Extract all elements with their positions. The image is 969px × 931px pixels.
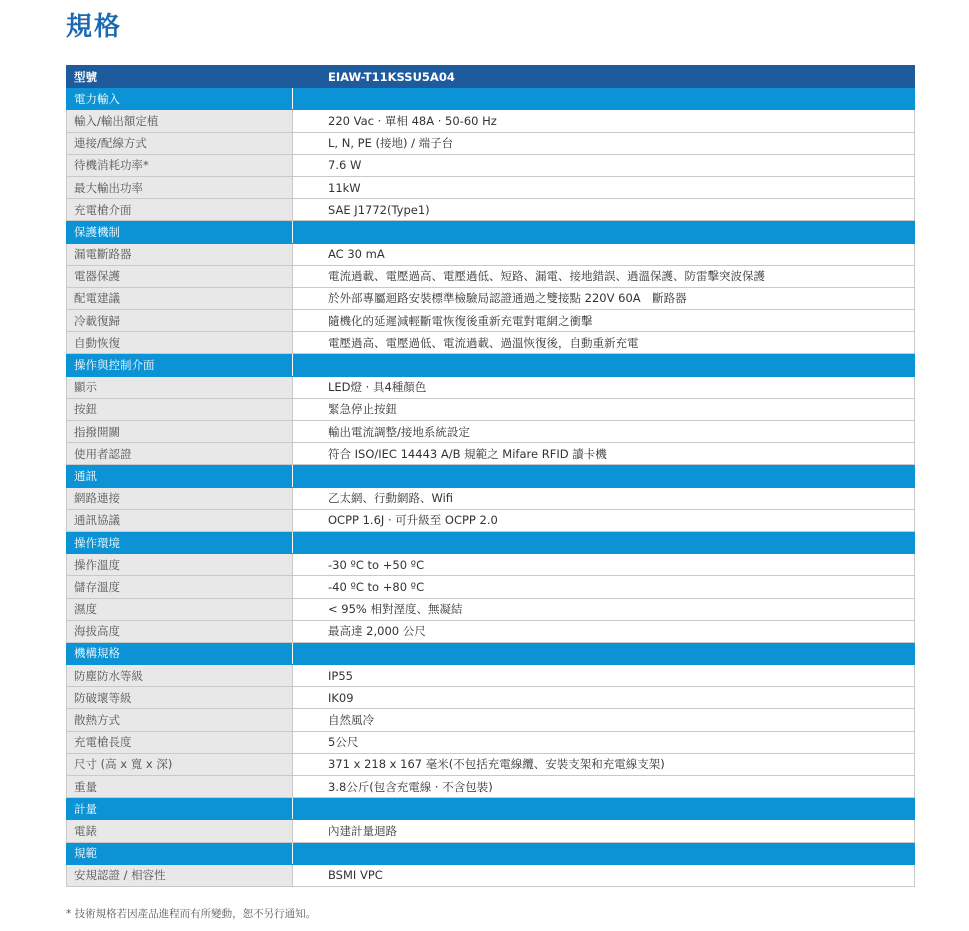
spec-label: 顯示 bbox=[67, 376, 293, 398]
spec-row bbox=[67, 576, 915, 598]
spec-row bbox=[67, 731, 915, 753]
spec-value: 5公尺 bbox=[293, 731, 915, 753]
section-header-row bbox=[67, 221, 915, 243]
spec-label: 使用者認證 bbox=[67, 443, 293, 465]
spec-row bbox=[67, 243, 915, 265]
section-title: 計量 bbox=[67, 798, 293, 820]
spec-row bbox=[67, 443, 915, 465]
spec-label: 防塵防水等級 bbox=[67, 665, 293, 687]
section-title-spacer bbox=[293, 642, 915, 664]
spec-value: 符合 ISO/IEC 14443 A/B 規範之 Mifare RFID 讀卡機 bbox=[293, 443, 915, 465]
spec-value: 緊急停止按鈕 bbox=[293, 398, 915, 420]
section-title-spacer bbox=[293, 354, 915, 376]
spec-label: 海拔高度 bbox=[67, 620, 293, 642]
spec-value: L, N, PE (接地) / 端子台 bbox=[293, 132, 915, 154]
spec-row bbox=[67, 665, 915, 687]
spec-value: -30 ºC to +50 ºC bbox=[293, 554, 915, 576]
spec-row bbox=[67, 687, 915, 709]
spec-label: 操作溫度 bbox=[67, 554, 293, 576]
spec-value: IP55 bbox=[293, 665, 915, 687]
spec-row bbox=[67, 554, 915, 576]
spec-label: 重量 bbox=[67, 776, 293, 798]
spec-label: 最大輸出功率 bbox=[67, 176, 293, 198]
spec-row bbox=[67, 864, 915, 886]
section-title-spacer bbox=[293, 221, 915, 243]
spec-label: 通訊協議 bbox=[67, 509, 293, 531]
section-header-row bbox=[67, 531, 915, 553]
spec-row bbox=[67, 598, 915, 620]
spec-value: SAE J1772(Type1) bbox=[293, 199, 915, 221]
spec-label: 充電槍長度 bbox=[67, 731, 293, 753]
spec-label: 自動恢復 bbox=[67, 332, 293, 354]
page-title: 規格 bbox=[66, 12, 123, 42]
section-header-row bbox=[67, 798, 915, 820]
spec-label: 網路連接 bbox=[67, 487, 293, 509]
spec-label: 安規認證 / 相容性 bbox=[67, 864, 293, 886]
spec-value: AC 30 mA bbox=[293, 243, 915, 265]
spec-value: 電壓過高、電壓過低、電流過載、過溫恢復後，自動重新充電 bbox=[293, 332, 915, 354]
spec-row bbox=[67, 199, 915, 221]
spec-label: 儲存溫度 bbox=[67, 576, 293, 598]
spec-label: 電錶 bbox=[67, 820, 293, 842]
spec-value: 3.8公斤(包含充電線 · 不含包裝) bbox=[293, 776, 915, 798]
spec-row bbox=[67, 421, 915, 443]
spec-row bbox=[67, 487, 915, 509]
section-title: 通訊 bbox=[67, 465, 293, 487]
spec-label: 指撥開關 bbox=[67, 421, 293, 443]
spec-label: 按鈕 bbox=[67, 398, 293, 420]
spec-label: 冷載復歸 bbox=[67, 310, 293, 332]
section-title: 機構規格 bbox=[67, 642, 293, 664]
spec-row bbox=[67, 110, 915, 132]
section-header-row bbox=[67, 465, 915, 487]
spec-row bbox=[67, 509, 915, 531]
spec-row bbox=[67, 753, 915, 775]
spec-label: 散熱方式 bbox=[67, 709, 293, 731]
spec-row bbox=[67, 310, 915, 332]
spec-value: 乙太網、行動網路、Wifi bbox=[293, 487, 915, 509]
spec-row bbox=[67, 709, 915, 731]
spec-row bbox=[67, 820, 915, 842]
spec-value: OCPP 1.6J · 可升級至 OCPP 2.0 bbox=[293, 509, 915, 531]
spec-row bbox=[67, 332, 915, 354]
spec-value: 隨機化的延遲減輕斷電恢復後重新充電對電網之衝擊 bbox=[293, 310, 915, 332]
section-header-row bbox=[67, 642, 915, 664]
section-title: 電力輸入 bbox=[67, 88, 293, 110]
spec-table-body bbox=[67, 66, 915, 887]
spec-row bbox=[67, 176, 915, 198]
spec-label: 輸入/輸出額定植 bbox=[67, 110, 293, 132]
spec-value: -40 ºC to +80 ºC bbox=[293, 576, 915, 598]
spec-table bbox=[66, 65, 915, 887]
spec-row bbox=[67, 398, 915, 420]
spec-label: 待機消耗功率* bbox=[67, 154, 293, 176]
spec-value: 11kW bbox=[293, 176, 915, 198]
spec-value: 電流過載、電壓過高、電壓過低、短路、漏電、接地錯誤、過溫保護、防雷擊突波保護 bbox=[293, 265, 915, 287]
spec-row bbox=[67, 287, 915, 309]
section-header-row bbox=[67, 354, 915, 376]
spec-label: 充電槍介面 bbox=[67, 199, 293, 221]
spec-row bbox=[67, 265, 915, 287]
model-value: EIAW-T11KSSU5A04 bbox=[293, 66, 915, 88]
spec-value: 7.6 W bbox=[293, 154, 915, 176]
spec-row bbox=[67, 376, 915, 398]
spec-value: 220 Vac · 單相 48A · 50-60 Hz bbox=[293, 110, 915, 132]
spec-value: 內建計量迴路 bbox=[293, 820, 915, 842]
spec-label: 配電建議 bbox=[67, 287, 293, 309]
spec-value: 自然風冷 bbox=[293, 709, 915, 731]
section-title: 操作環境 bbox=[67, 531, 293, 553]
section-header-row bbox=[67, 842, 915, 864]
section-title-spacer bbox=[293, 798, 915, 820]
spec-label: 電器保護 bbox=[67, 265, 293, 287]
section-title: 保護機制 bbox=[67, 221, 293, 243]
model-label: 型號 bbox=[67, 66, 293, 88]
spec-label: 濕度 bbox=[67, 598, 293, 620]
spec-label: 尺寸 (高 x 寬 x 深) bbox=[67, 753, 293, 775]
section-header-row bbox=[67, 88, 915, 110]
spec-row bbox=[67, 620, 915, 642]
footnote: * 技術規格若因產品進程而有所變動，恕不另行通知。 bbox=[66, 908, 317, 920]
spec-row bbox=[67, 776, 915, 798]
spec-value: IK09 bbox=[293, 687, 915, 709]
spec-value: 371 x 218 x 167 毫米(不包括充電線纜、安裝支架和充電線支架) bbox=[293, 753, 915, 775]
section-title-spacer bbox=[293, 842, 915, 864]
spec-label: 連接/配線方式 bbox=[67, 132, 293, 154]
spec-label: 漏電斷路器 bbox=[67, 243, 293, 265]
section-title-spacer bbox=[293, 465, 915, 487]
spec-value: 輸出電流調整/接地系統設定 bbox=[293, 421, 915, 443]
spec-row bbox=[67, 132, 915, 154]
section-title-spacer bbox=[293, 88, 915, 110]
spec-value: LED燈 · 具4種顏色 bbox=[293, 376, 915, 398]
model-row bbox=[67, 66, 915, 88]
spec-value: BSMI VPC bbox=[293, 864, 915, 886]
spec-value: 於外部專屬迴路安裝標準檢驗局認證通過之雙接點 220V 60A 斷路器 bbox=[293, 287, 915, 309]
section-title-spacer bbox=[293, 531, 915, 553]
spec-value: < 95% 相對溼度、無凝結 bbox=[293, 598, 915, 620]
spec-value: 最高達 2,000 公尺 bbox=[293, 620, 915, 642]
section-title: 規範 bbox=[67, 842, 293, 864]
spec-label: 防破壞等級 bbox=[67, 687, 293, 709]
spec-row bbox=[67, 154, 915, 176]
section-title: 操作與控制介面 bbox=[67, 354, 293, 376]
